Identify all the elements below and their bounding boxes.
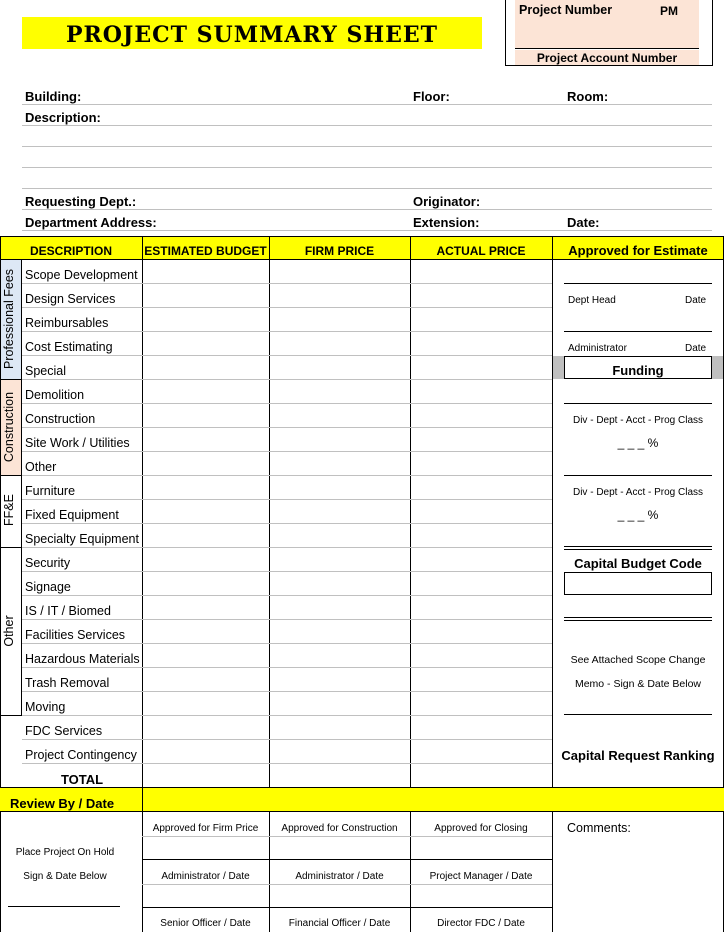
- review-sign-line-1[interactable]: [142, 859, 552, 860]
- hold-sign-line[interactable]: [8, 906, 120, 907]
- project-number-label: Project Number: [519, 3, 613, 17]
- row-line: [142, 379, 552, 380]
- row-line: [142, 403, 552, 404]
- col-estimated-budget-header: ESTIMATED BUDGET: [144, 244, 267, 258]
- funding-label: Funding: [612, 363, 664, 378]
- financial-officer-date: Financial Officer / Date: [288, 918, 391, 929]
- row-line: [142, 499, 552, 500]
- row-line: [142, 355, 552, 356]
- funding-line-3[interactable]: [564, 546, 712, 547]
- desc-row-line: [22, 523, 142, 524]
- desc-row-line: [22, 427, 142, 428]
- group-label-divider: [21, 260, 22, 715]
- line-item: Reimbursables: [25, 316, 109, 330]
- row-line: [142, 331, 552, 332]
- building-label: Building:: [25, 89, 82, 104]
- funding-left-grey: [553, 356, 564, 379]
- dept-head-label: Dept Head: [568, 295, 616, 306]
- line-item: Signage: [25, 580, 71, 594]
- review-line-2: [142, 884, 552, 885]
- desc-row-line: [22, 403, 142, 404]
- row-line: [142, 691, 552, 692]
- div-dept-acct-2: Div - Dept - Acct - Prog Class: [572, 487, 704, 498]
- dept-head-date-label: Date: [685, 295, 707, 306]
- review-sign-line-2[interactable]: [142, 907, 552, 908]
- pm-date: Project Manager / Date: [429, 871, 533, 882]
- desc-row-line: [22, 307, 142, 308]
- line-item: Cost Estimating: [25, 340, 113, 354]
- desc-row-line: [22, 619, 142, 620]
- line-item: Fixed Equipment: [25, 508, 119, 522]
- line-item: Other: [25, 460, 57, 474]
- requesting-dept-label: Requesting Dept.:: [25, 194, 137, 209]
- group-professional-fees: Professional Fees: [2, 268, 16, 370]
- funding-line-1[interactable]: [564, 403, 712, 404]
- desc-row-line: [22, 739, 142, 740]
- originator-label: Originator:: [413, 194, 481, 209]
- col-firm-price-header: FIRM PRICE: [304, 244, 375, 258]
- group-construction: Construction: [2, 391, 16, 463]
- funding-right-grey: [712, 356, 723, 379]
- desc-row-line: [22, 643, 142, 644]
- place-on-hold-line2: Sign & Date Below: [23, 871, 107, 882]
- line-item: Furniture: [25, 484, 76, 498]
- review-by-date-label: Review By / Date: [10, 796, 115, 811]
- desc-row-line: [22, 379, 142, 380]
- project-box-divider: [515, 48, 699, 49]
- group-other: Other: [2, 615, 16, 647]
- department-address-line[interactable]: [22, 230, 712, 231]
- line-item: FDC Services: [25, 724, 103, 738]
- description-label: Description:: [25, 110, 101, 125]
- pm-label: PM: [660, 4, 678, 18]
- col-description-header: DESCRIPTION: [29, 244, 112, 258]
- place-on-hold-line1: Place Project On Hold: [15, 847, 115, 858]
- percent-1: _ _ _ %: [617, 436, 659, 450]
- senior-officer-date: Senior Officer / Date: [160, 918, 251, 929]
- row-line: [142, 307, 552, 308]
- desc-row-line: [22, 571, 142, 572]
- line-item: Specialty Equipment: [25, 532, 139, 546]
- line-item: Design Services: [25, 292, 116, 306]
- desc-row-line: [22, 331, 142, 332]
- description-line-3[interactable]: [22, 167, 712, 168]
- line-item: Demolition: [25, 388, 85, 402]
- administrator-label: Administrator: [568, 343, 627, 354]
- line-item: Hazardous Materials: [25, 652, 140, 666]
- dept-head-sign-line[interactable]: [564, 283, 712, 284]
- memo-sign-text: Memo - Sign & Date Below: [574, 678, 702, 690]
- approved-for-estimate-header: Approved for Estimate: [568, 243, 708, 258]
- col-divider-4: [552, 236, 553, 932]
- row-line: [142, 283, 552, 284]
- row-line: [142, 523, 552, 524]
- requesting-dept-line[interactable]: [22, 209, 712, 210]
- room-label: Room:: [567, 89, 609, 104]
- line-item: Special: [25, 364, 66, 378]
- line-item: Project Contingency: [25, 748, 137, 762]
- desc-row-line: [22, 499, 142, 500]
- review-bar-bottom: [0, 811, 724, 812]
- line-item: Facilities Services: [25, 628, 126, 642]
- comments-label: Comments:: [567, 821, 631, 835]
- desc-row-line: [22, 715, 142, 716]
- extension-label: Extension:: [413, 215, 480, 230]
- desc-row-line: [22, 595, 142, 596]
- percent-2: _ _ _ %: [617, 508, 659, 522]
- total-label: TOTAL: [60, 772, 104, 787]
- funding-line-2[interactable]: [564, 475, 712, 476]
- director-fdc-date: Director FDC / Date: [437, 918, 525, 929]
- line-item: Security: [25, 556, 71, 570]
- see-attached-text: See Attached Scope Change: [570, 654, 706, 666]
- line-item: IS / IT / Biomed: [25, 604, 111, 618]
- row-line: [142, 475, 552, 476]
- col-actual-price-header: ACTUAL PRICE: [436, 244, 526, 258]
- group-ffe: FF&E: [2, 494, 16, 526]
- desc-row-line: [22, 691, 142, 692]
- department-address-label: Department Address:: [25, 215, 157, 230]
- desc-row-line: [22, 763, 142, 764]
- approved-firm-price: Approved for Firm Price: [152, 823, 259, 834]
- capital-line-2: [564, 620, 712, 621]
- row-line: [142, 571, 552, 572]
- row-line: [142, 739, 552, 740]
- floor-label: Floor:: [413, 89, 450, 104]
- table-top-border: [0, 236, 724, 237]
- comments-area[interactable]: [556, 838, 720, 928]
- approved-construction: Approved for Construction: [281, 823, 398, 834]
- col-divider-1: [142, 236, 143, 812]
- line-item: Trash Removal: [25, 676, 110, 690]
- line-item: Construction: [25, 412, 96, 426]
- line-item: Site Work / Utilities: [25, 436, 130, 450]
- capital-budget-code-input[interactable]: [564, 572, 712, 595]
- approved-closing: Approved for Closing: [434, 823, 528, 834]
- review-line-1: [142, 836, 552, 837]
- capital-budget-code-label: Capital Budget Code: [574, 556, 702, 571]
- row-line: [142, 619, 552, 620]
- memo-sign-line[interactable]: [564, 714, 712, 715]
- description-line-2[interactable]: [22, 146, 712, 147]
- row-line: [142, 643, 552, 644]
- desc-row-line: [22, 355, 142, 356]
- desc-row-line: [22, 451, 142, 452]
- desc-row-line: [22, 475, 142, 476]
- admin-date-1: Administrator / Date: [161, 871, 250, 882]
- date-label: Date:: [567, 215, 600, 230]
- line-item: Moving: [25, 700, 66, 714]
- admin-date-2: Administrator / Date: [295, 871, 384, 882]
- page-title: PROJECT SUMMARY SHEET: [65, 22, 439, 48]
- description-line-1[interactable]: [22, 125, 712, 126]
- administrator-date-label: Date: [685, 343, 707, 354]
- capital-line-1: [564, 617, 712, 618]
- desc-row-line: [22, 667, 142, 668]
- description-line-4[interactable]: [22, 188, 712, 189]
- funding-line-3b: [564, 549, 712, 550]
- row-line: [142, 547, 552, 548]
- review-bar-divider-1: [142, 788, 143, 812]
- div-dept-acct-1: Div - Dept - Acct - Prog Class: [572, 415, 704, 426]
- desc-row-line: [22, 547, 142, 548]
- row-line: [142, 427, 552, 428]
- building-line[interactable]: [22, 104, 712, 105]
- administrator-sign-line[interactable]: [564, 331, 712, 332]
- row-line: [142, 715, 552, 716]
- desc-row-line: [22, 283, 142, 284]
- row-line: [142, 763, 552, 764]
- table-header-bottom-border: [0, 259, 724, 260]
- row-line: [142, 451, 552, 452]
- capital-request-ranking-label: Capital Request Ranking: [561, 748, 715, 763]
- project-account-label: Project Account Number: [536, 51, 678, 65]
- row-line: [142, 595, 552, 596]
- row-line: [142, 667, 552, 668]
- line-item: Scope Development: [25, 268, 138, 282]
